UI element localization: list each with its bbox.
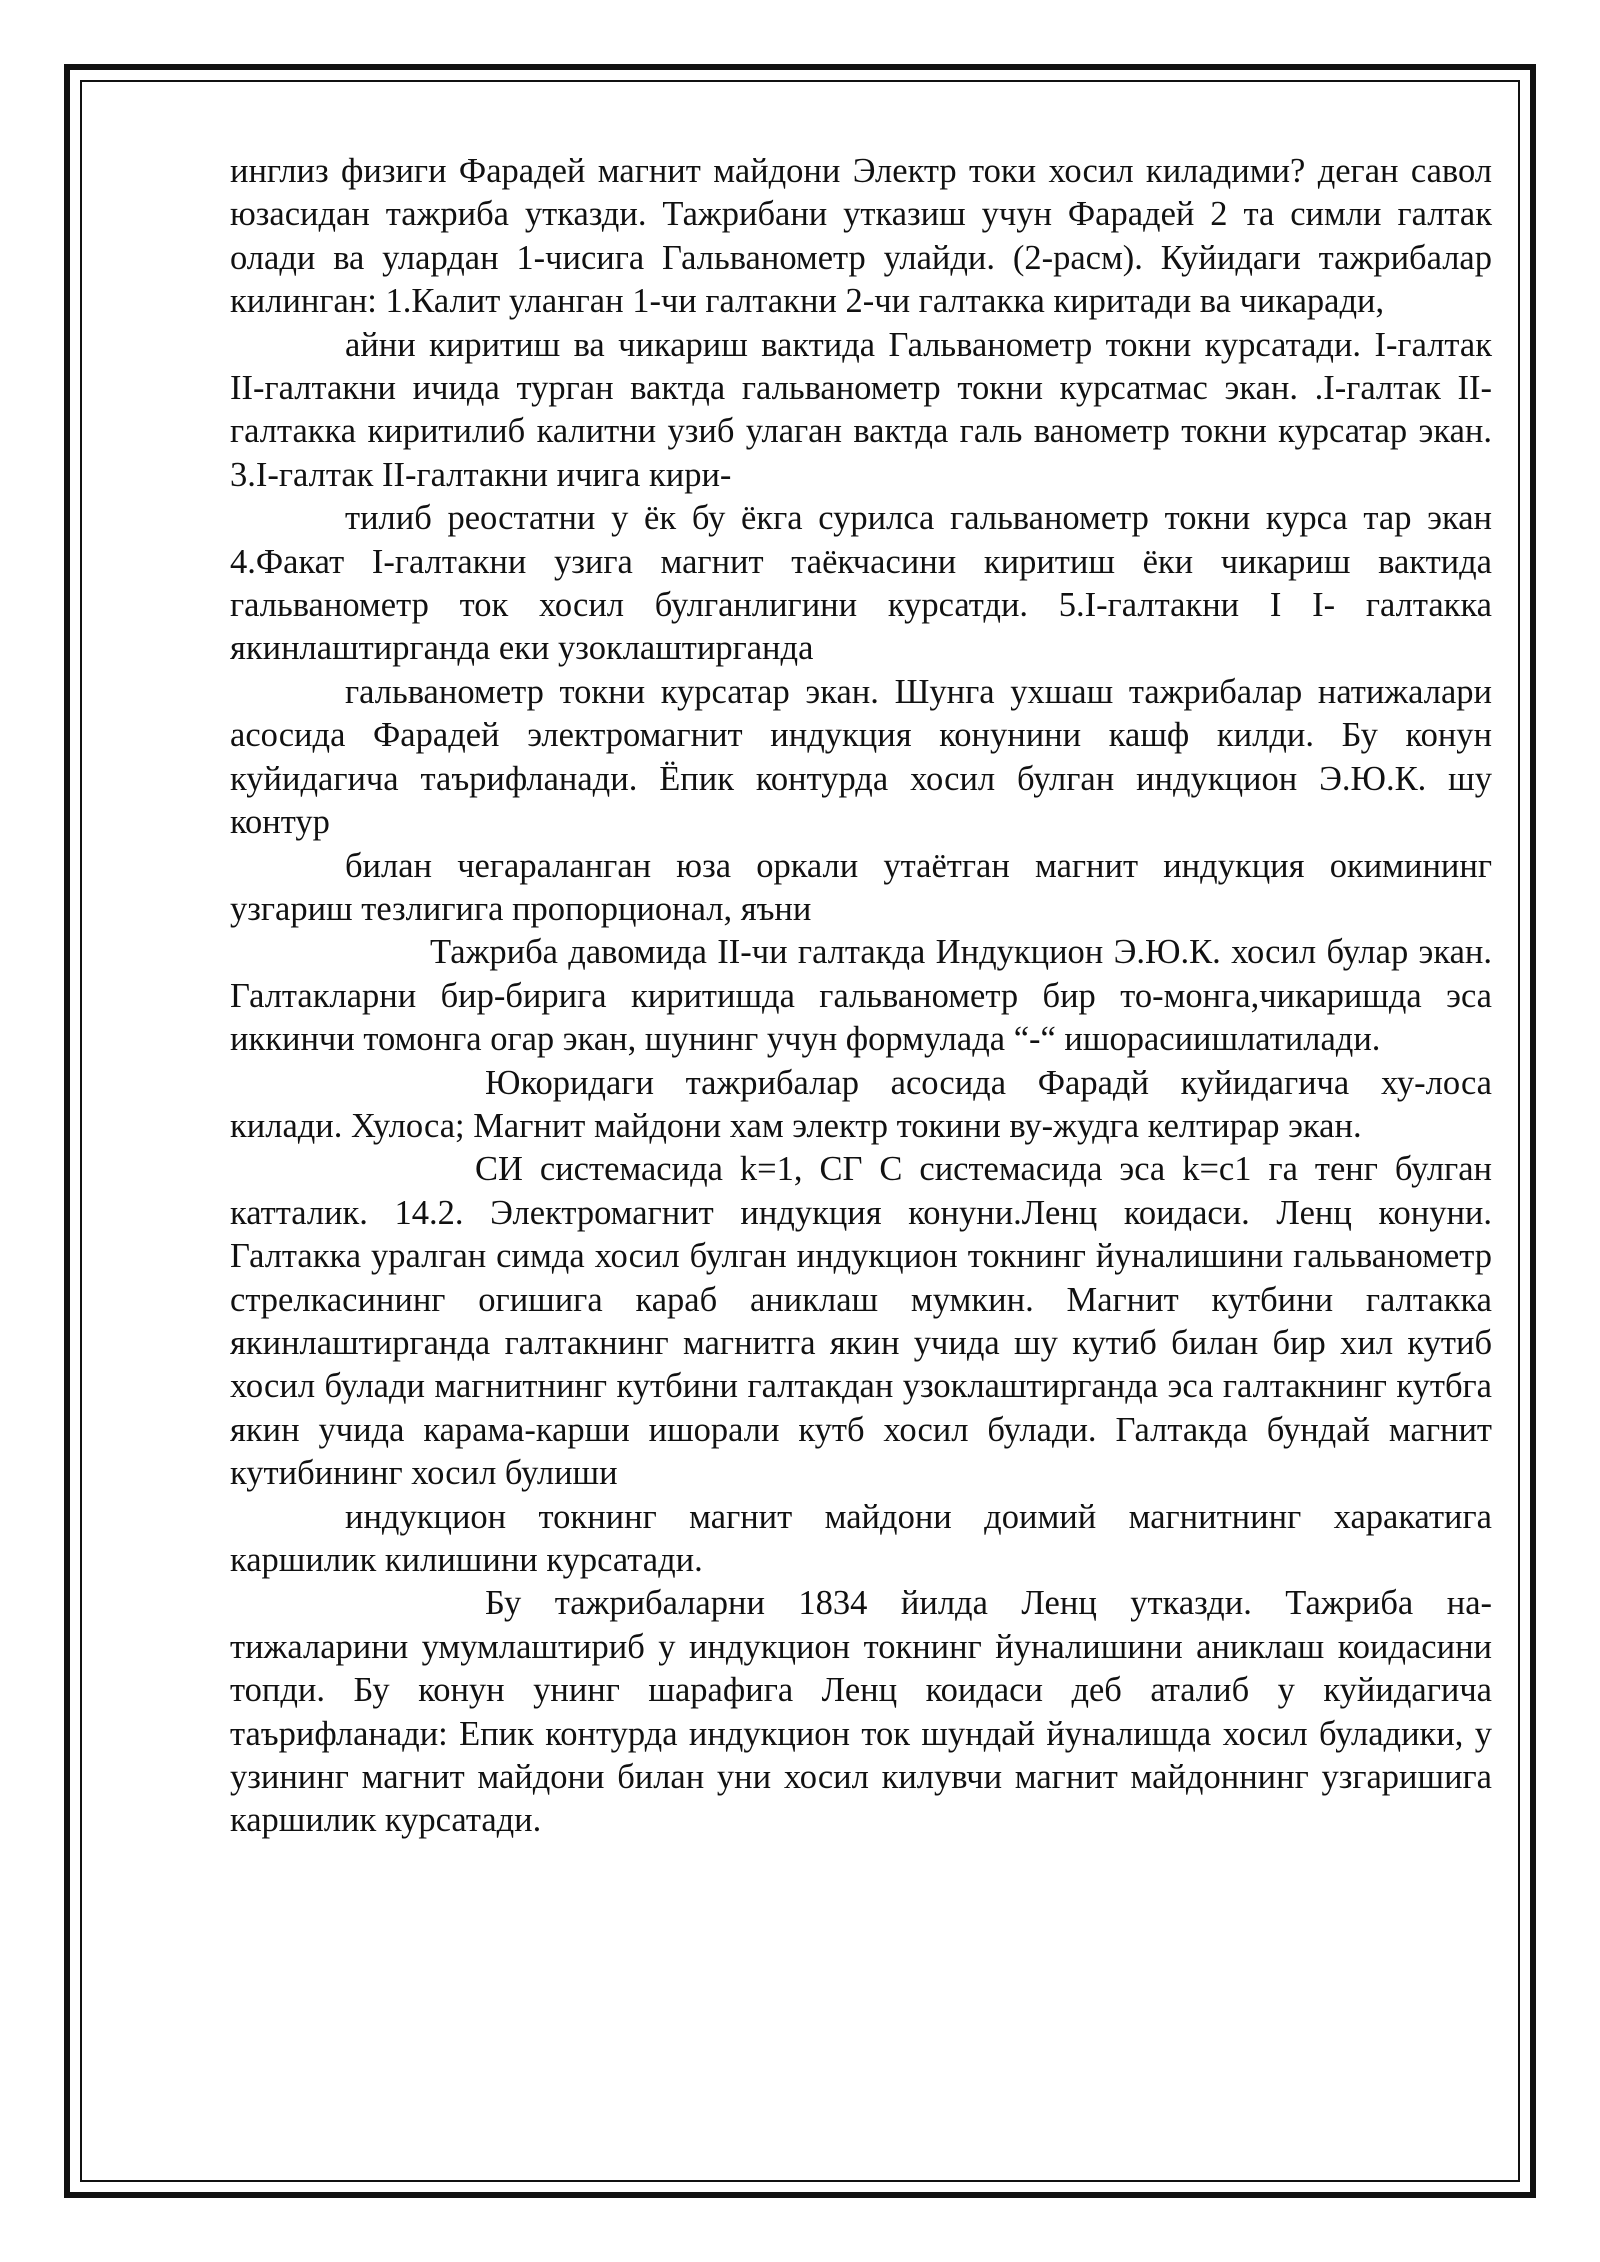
paragraph-3: тилиб реостатни у ёк бу ёкга сурилса гальванометр токни курса тар экан 4.Факат I-галтакни узига магнит таёкчасини киритиш ёки чикариш вактида гальванометр ток хосил булганлигини курсатди. 5.I-галтакни I I- галтакка якинлаштирганда еки узоклаштирганда	[230, 499, 1492, 668]
paragraph-2: айни киритиш ва чикариш вактида Гальванометр токни курсатади. I-галтак II-галтакни ичида турган вактда гальванометр токни курсатмас экан. .I-галтак II-галтакка киритилиб калитни узиб улаган вактда галь ванометр токни курсатар экан. 3.I-галтак II-галтакни ичига кири-	[230, 325, 1492, 494]
paragraph-9: индукцион токнинг магнит майдони доимий магнитнинг харакатига каршилик килишини курсатади.	[230, 1497, 1492, 1579]
paragraph-4: гальванометр токни курсатар экан. Шунга ухшаш тажрибалар натижалари асосида Фарадей электромагнит индукция конунини кашф килди. Бу конун куйидагича таърифланади. Ёпик контурда хосил булган индукцион Э.Ю.К. шу контур	[230, 672, 1492, 842]
paragraph-7: Юкоридаги тажрибалар асосида Фарадй куйидагича ху-лоса килади. Хулоса; Магнит майдони хам электр токини ву-жудга келтирар экан.	[230, 1063, 1492, 1145]
paragraph-10: Бу тажрибаларни 1834 йилда Ленц утказди. Тажриба на-тижаларини умумлаштириб у индукцион токнинг йуналишини аниклаш коидасини топди. Бу конун унинг шарафига Ленц коидаси деб аталиб у куйидагича таърифланади: Епик контурда индукцион ток шундай йуналишда хосил буладики, у узининг магнит майдони билан уни хосил килувчи магнит майдоннинг узгаришига каршилик курсатади.	[230, 1584, 1492, 1840]
paragraph-1: инглиз физиги Фарадей магнит майдони Электр токи хосил киладими? деган савол юзасидан тажриба утказди. Тажрибани утказиш учун Фарадей 2 та симли галтак олади ва улардан 1-чисига Гальванометр улайди. (2-расм). Куйидаги тажрибалар килинган: 1.Калит уланган 1-чи галтакни 2-чи галтакка киритади ва чикаради,	[230, 152, 1492, 321]
paragraph-8: СИ системасида k=1, СГ С системасида эса k=c1 га тенг булган катталик. 14.2. Электромагнит индукция конуни.Ленц коидаси. Ленц конуни. Галтакка уралган симда хосил булган индукцион токнинг йуналишини гальванометр стрелкасининг огишига караб аниклаш мумкин. Магнит кутбини галтакка якинлаштирганда галтакнинг магнитга якин учида шу кутиб билан бир хил кутиб хосил булади магнитнинг кутбини галтакдан узоклаштирганда эса галтакнинг кутбга якин учида карама-карши ишорали кутб хосил булади. Галтакда бундай магнит кутибининг хосил булиши	[230, 1150, 1492, 1493]
document-body	[230, 150, 1492, 1843]
paragraph-5: билан чегараланган юза оркали утаётган магнит индукция окимининг узгариш тезлигига пропорционал, яъни	[230, 846, 1492, 928]
paragraph-6: Тажриба давомида II-чи галтакда Индукцион Э.Ю.К. хосил булар экан. Галтакларни бир-бирига киритишда гальванометр бир то-монга,чикаришда эса иккинчи томонга огар экан, шунинг учун формулада “-“ ишорасиишлатилади.	[230, 933, 1492, 1059]
